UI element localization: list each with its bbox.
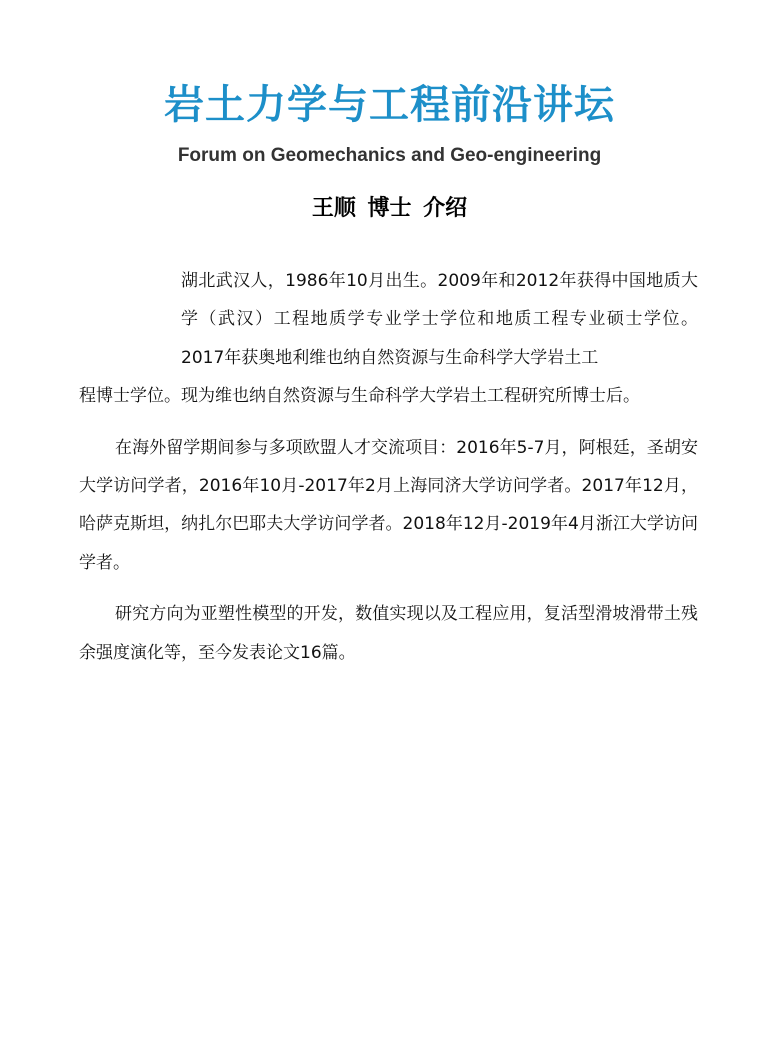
bio-paragraph-1 [79,262,698,416]
person-introduction-heading: 王顺 博士 介绍 [311,196,468,221]
bio-paragraph-3: 研究方向为亚塑性模型的开发，数值实现以及工程应用，复活型滑坡滑带土残余强度演化等，至今发表论文16篇。 [79,604,698,663]
forum-title-chinese: 岩土力学与工程前沿讲坛 [164,82,615,128]
forum-title-english: Forum on Geomechanics and Geo-engineering [177,145,602,166]
bio-paragraph-2: 在海外留学期间参与多项欧盟人才交流项目：2016年5-7月，阿根廷，圣胡安大学访问学者，2016年10月-2017年2月上海同济大学访问学者。2017年12月，哈萨克斯坦，纳扎尔巴耶夫大学访问学者。2018年12月-2019年4月浙江大学访问学者。 [79,437,698,573]
biography-body [79,262,698,685]
bio-paragraph-1-tail: 程博士学位。现为维也纳自然资源与生命科学大学岩土工程研究所博士后。 [79,386,640,407]
bio-paragraph-1-head: 湖北武汉人，1986年10月出生。2009年和2012年获得中国地质大学（武汉）工程地质学专业学士学位和地质工程专业硕士学位。2017年获奥地利维也纳自然资源与生命科学大学岩土工 [181,271,698,368]
